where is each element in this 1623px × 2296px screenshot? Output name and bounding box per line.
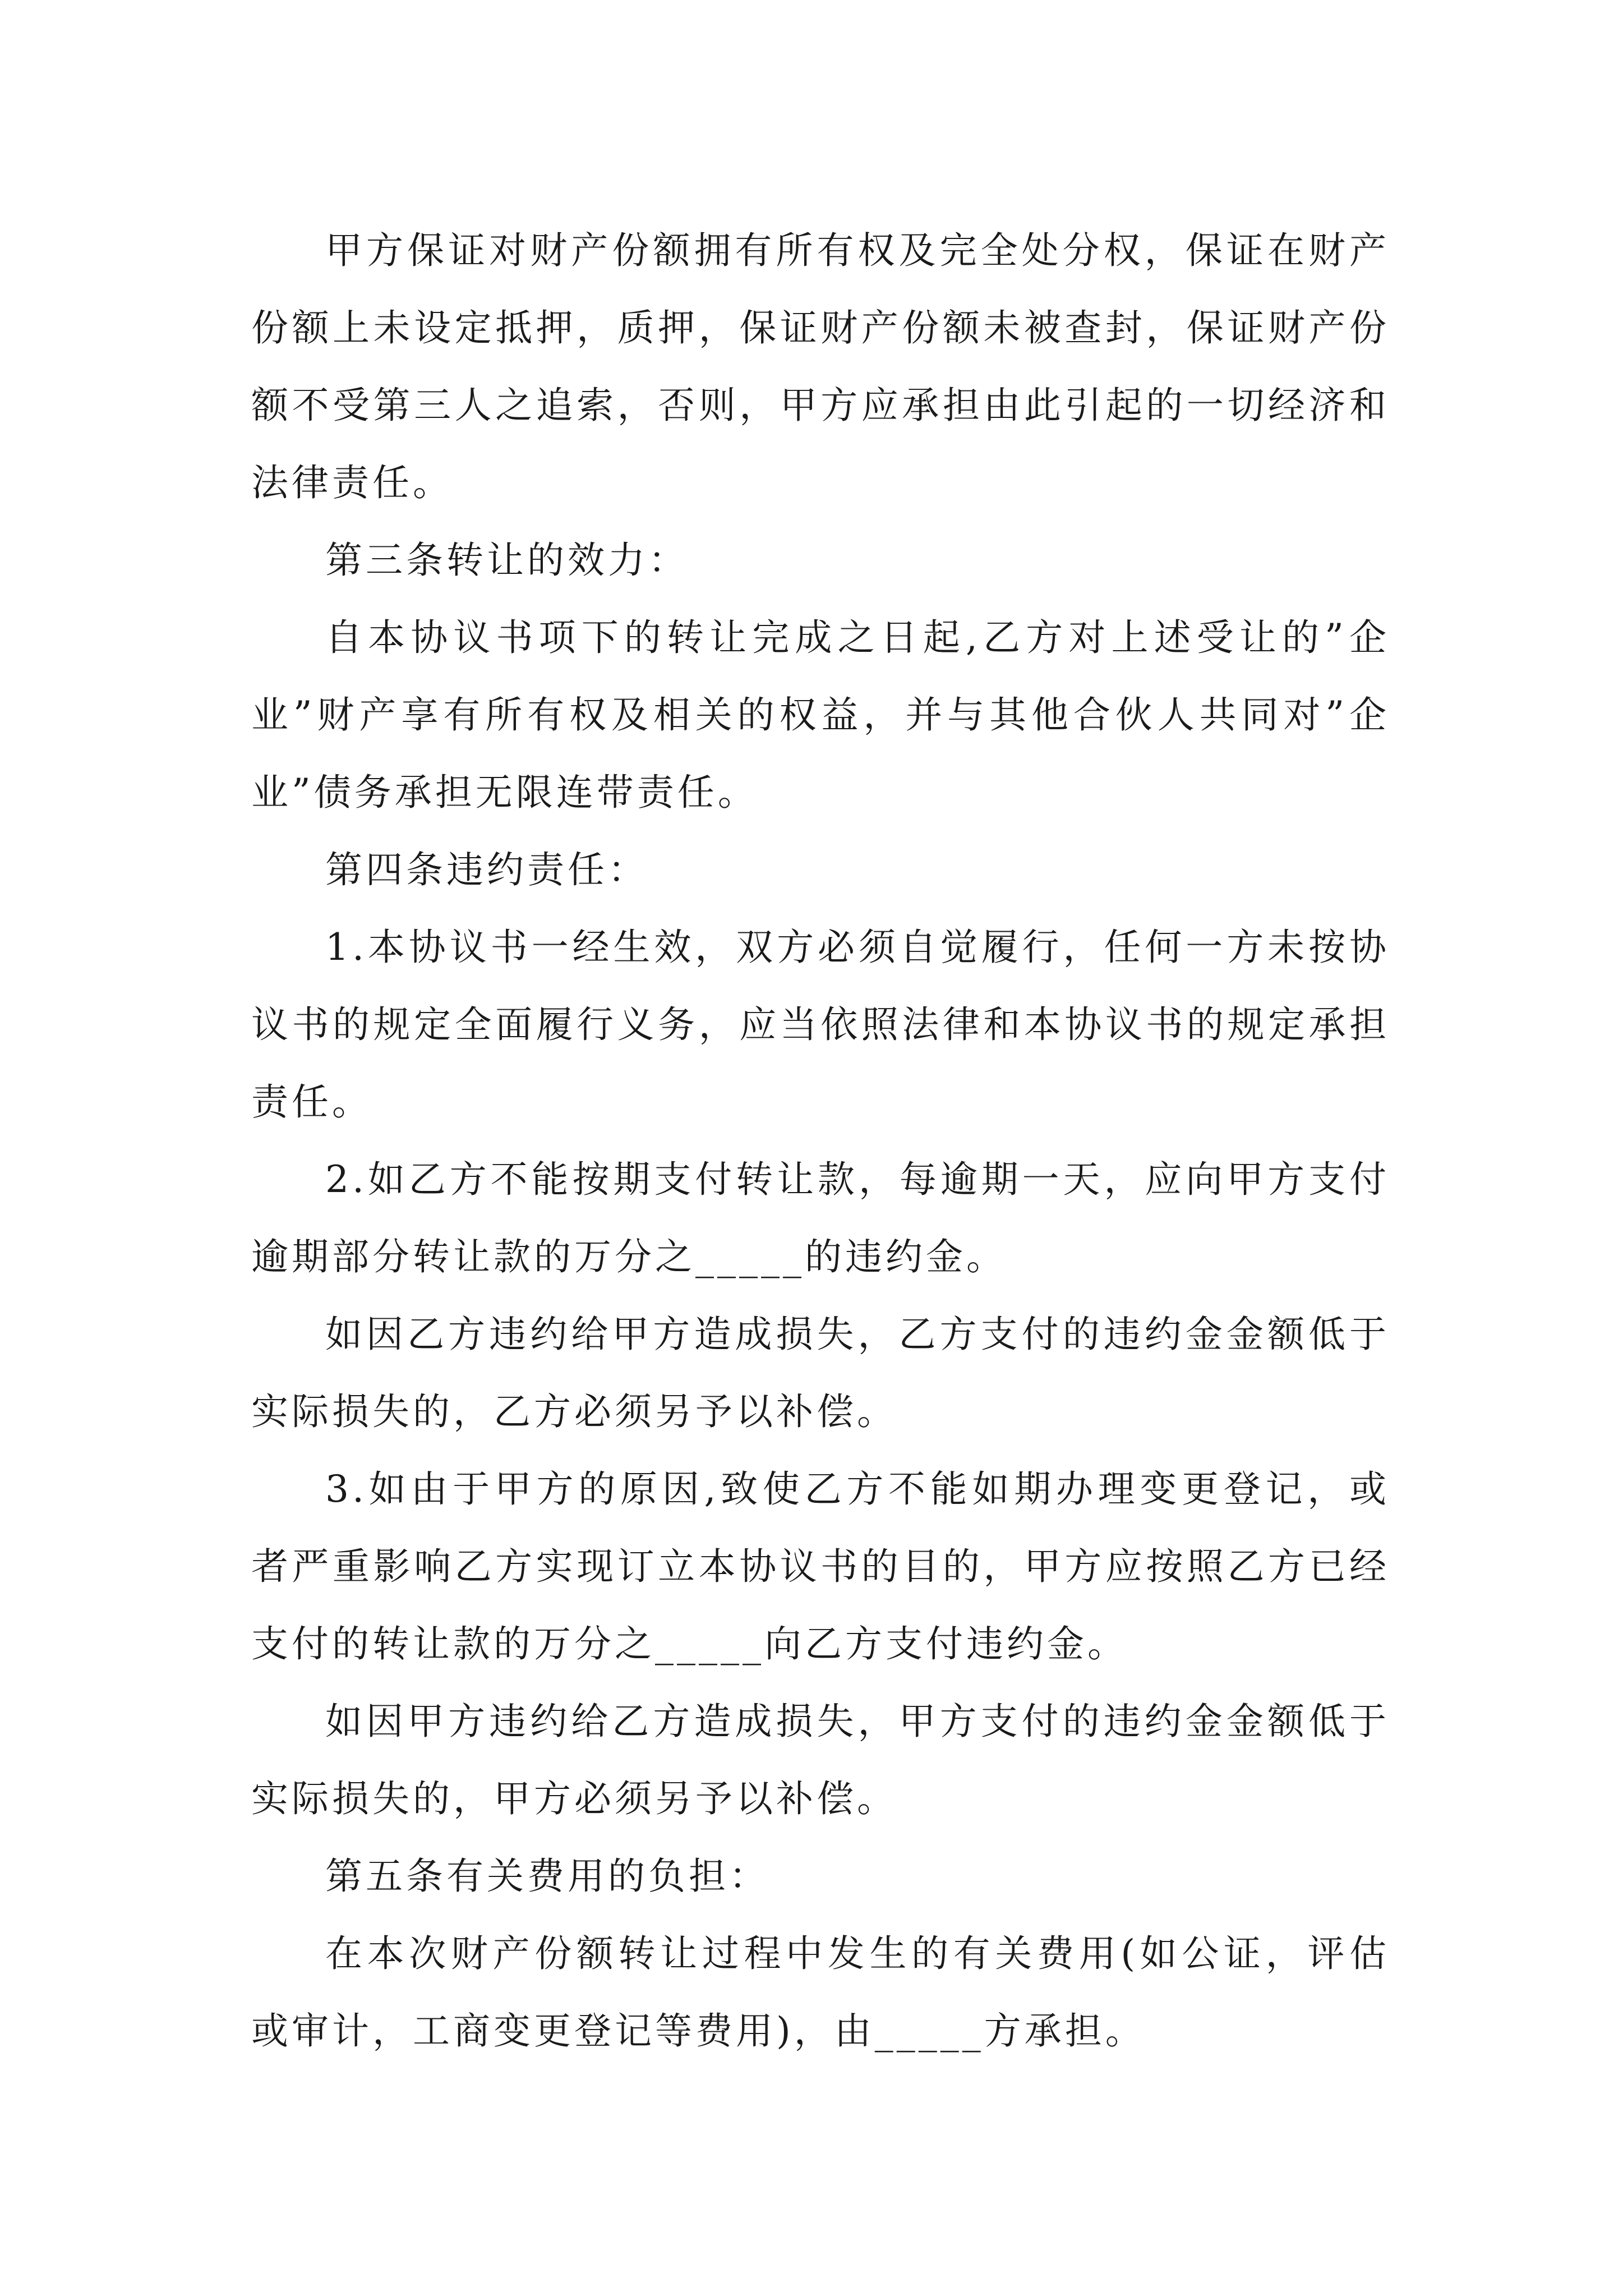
paragraph-fees: 在本次财产份额转让过程中发生的有关费用(如公证，评估或审计，工商变更登记等费用)，由_____方承担。 xyxy=(251,1932,1390,2053)
paragraph-liability-2-compensation: 如因乙方违约给甲方造成损失，乙方支付的违约金金额低于实际损失的，乙方必须另予以补偿。 xyxy=(251,1313,1390,1433)
heading-article-4: 第四条违约责任： xyxy=(325,848,648,891)
heading-article-5: 第五条有关费用的负担： xyxy=(325,1855,769,1898)
paragraph-liability-3: 3.如由于甲方的原因,致使乙方不能如期办理变更登记，或者严重影响乙方实现订立本协议书的目的，甲方应按照乙方已经支付的转让款的万分之_____向乙方支付违约金。 xyxy=(251,1467,1390,1665)
paragraph-transfer-effect: 自本协议书项下的转让完成之日起,乙方对上述受让的”企业”财产享有所有权及相关的权益，并与其他合伙人共同对”企业”债务承担无限连带责任。 xyxy=(251,616,1390,814)
paragraph-liability-3-compensation: 如因甲方违约给乙方造成损失，甲方支付的违约金金额低于实际损失的，甲方必须另予以补偿。 xyxy=(251,1700,1390,1820)
paragraph-liability-1: 1.本协议书一经生效，双方必须自觉履行，任何一方未按协议书的规定全面履行义务，应当依照法律和本协议书的规定承担责任。 xyxy=(251,926,1390,1124)
paragraph-warranty: 甲方保证对财产份额拥有所有权及完全处分权，保证在财产份额上未设定抵押，质押，保证财产份额未被查封，保证财产份额不受第三人之追索，否则，甲方应承担由此引起的一切经济和法律责任。 xyxy=(251,229,1390,504)
heading-article-3: 第三条转让的效力： xyxy=(325,539,689,582)
paragraph-liability-2: 2.如乙方不能按期支付转让款，每逾期一天，应向甲方支付逾期部分转让款的万分之_____的违约金。 xyxy=(251,1158,1390,1278)
document-body xyxy=(251,212,1390,2070)
